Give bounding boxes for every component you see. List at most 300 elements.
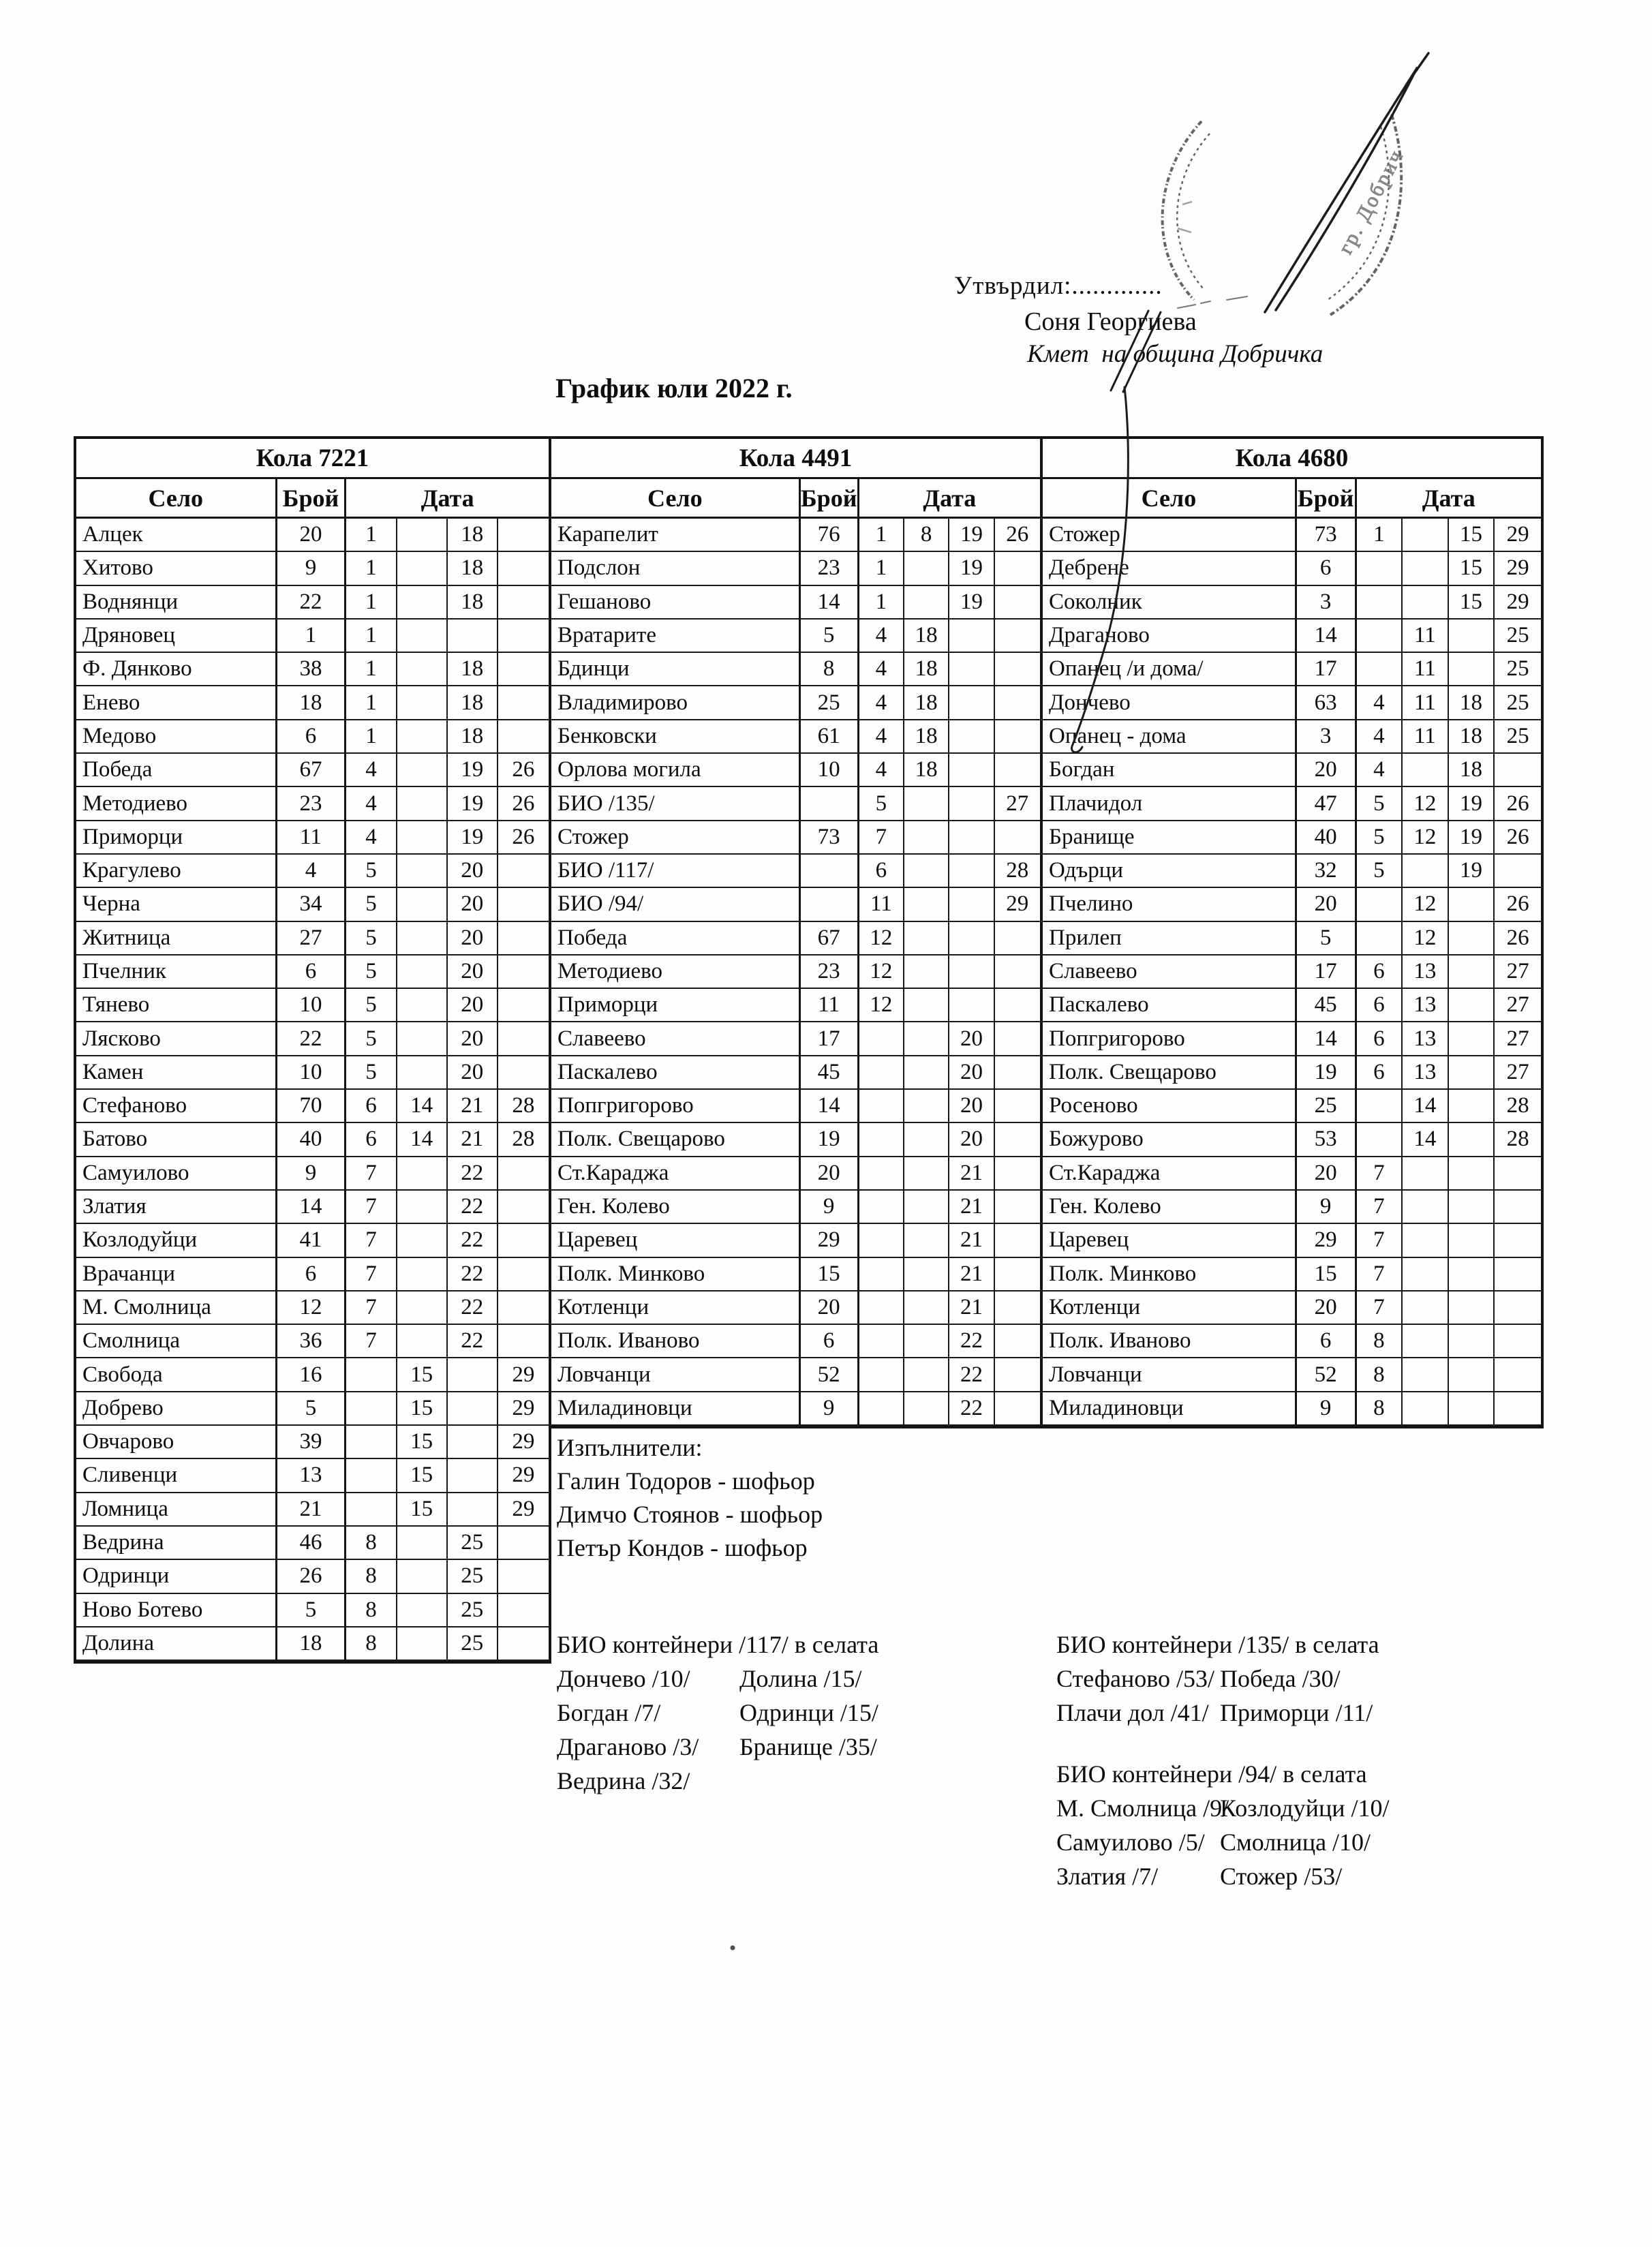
date-value (1403, 1191, 1449, 1223)
bio-item: Богдан /7/ (557, 1699, 661, 1726)
date-value: 20 (949, 1123, 994, 1155)
date-value: 18 (448, 686, 498, 718)
document-title: График юли 2022 г. (555, 373, 793, 403)
date-value: 22 (949, 1325, 994, 1357)
village-name: Миладиновци (551, 1392, 801, 1424)
col-header-broy: Брой (801, 479, 859, 517)
date-value: 15 (1449, 552, 1495, 584)
count-value: 6 (277, 720, 347, 752)
date-value (448, 1459, 498, 1491)
table-row (551, 686, 1040, 720)
bio-row (1056, 1859, 1389, 1893)
count-value: 20 (801, 1291, 859, 1324)
date-value: 28 (1506, 1093, 1529, 1118)
col-header-selo: Село (1043, 479, 1297, 517)
date-value: 19 (949, 519, 994, 551)
village-name: Сливенци (76, 1459, 277, 1491)
bio-row (557, 1730, 878, 1764)
date-value: 5 (1357, 855, 1403, 887)
bio-item: Козлодуйци /10/ (1220, 1794, 1390, 1822)
count-value: 67 (801, 922, 859, 954)
count-value: 45 (1297, 989, 1357, 1021)
date-value: 19 (949, 586, 994, 618)
date-value (498, 1325, 549, 1357)
date-value (448, 620, 498, 652)
date-value (949, 821, 994, 853)
date-value: 22 (949, 1358, 994, 1390)
village-name: Подслон (551, 552, 801, 584)
table-row (1043, 989, 1541, 1022)
date-value (904, 1325, 949, 1357)
date-value (859, 1191, 904, 1223)
date-value (346, 1493, 397, 1525)
count-value: 20 (277, 519, 347, 551)
village-name: Ст.Караджа (551, 1157, 801, 1189)
count-value: 67 (277, 754, 347, 786)
date-value (904, 821, 949, 853)
table-row (1043, 1325, 1541, 1358)
date-value: 12 (859, 989, 904, 1021)
village-name: Смолница (76, 1325, 277, 1357)
date-value: 1 (859, 552, 904, 584)
date-value (498, 586, 549, 618)
count-value: 20 (1297, 1291, 1357, 1324)
date-value: 7 (346, 1224, 397, 1256)
date-value (995, 989, 1040, 1021)
approver-name: Соня Георгиева (1024, 307, 1197, 336)
date-value (1449, 620, 1495, 652)
table-row (76, 686, 549, 720)
date-value (904, 1358, 949, 1390)
village-name: Алцек (76, 519, 277, 551)
table-row (551, 620, 1040, 653)
date-value (904, 1022, 949, 1054)
table-row (76, 989, 549, 1022)
count-value: 41 (277, 1224, 347, 1256)
table-row (76, 1191, 549, 1224)
table-row (1043, 586, 1541, 620)
date-value: 8 (346, 1627, 397, 1660)
date-value: 7 (1357, 1224, 1403, 1256)
village-name: Попгригорово (551, 1090, 801, 1122)
date-value: 29 (512, 1429, 535, 1454)
table-row (1043, 519, 1541, 552)
date-value: 1 (346, 653, 397, 685)
date-value: 25 (1506, 690, 1529, 715)
date-value: 21 (949, 1157, 994, 1189)
date-value (1403, 519, 1449, 551)
date-value: 6 (1357, 989, 1403, 1021)
table-row (551, 1123, 1040, 1157)
bio-item: Долина /15/ (739, 1665, 862, 1692)
car-title: Кола 7221 (76, 439, 549, 479)
date-value (397, 720, 448, 752)
table-row (551, 1056, 1040, 1090)
count-value: 11 (277, 821, 347, 853)
date-value: 4 (859, 720, 904, 752)
car-title: Кола 4491 (551, 439, 1040, 479)
bio-row (1056, 1825, 1389, 1859)
date-value: 29 (512, 1463, 535, 1488)
count-value: 25 (801, 686, 859, 718)
date-value: 8 (346, 1527, 397, 1559)
date-value: 29 (1506, 522, 1529, 547)
date-value (1449, 1022, 1495, 1054)
date-value: 11 (1403, 720, 1449, 752)
date-value (397, 1224, 448, 1256)
date-value: 29 (512, 1395, 535, 1420)
date-value: 6 (859, 855, 904, 887)
date-value (1357, 1123, 1403, 1155)
count-value: 20 (1297, 1157, 1357, 1189)
date-value (397, 821, 448, 853)
table-row (76, 653, 549, 686)
table-row (551, 821, 1040, 855)
village-name: Славеево (551, 1022, 801, 1054)
count-value: 10 (801, 754, 859, 786)
date-value (498, 620, 549, 652)
count-value: 20 (1297, 888, 1357, 920)
village-name: Полк. Иваново (1043, 1325, 1297, 1357)
table-row (551, 1325, 1040, 1358)
date-value (995, 1224, 1040, 1256)
date-value: 1 (1357, 519, 1403, 551)
count-value: 9 (801, 1191, 859, 1223)
bio-containers-135-section (1056, 1627, 1379, 1730)
date-value (1449, 1291, 1495, 1324)
date-value (1449, 888, 1495, 920)
date-value (397, 1157, 448, 1189)
count-value: 6 (277, 956, 347, 988)
date-value: 1 (346, 552, 397, 584)
car-table (1043, 436, 1544, 1428)
table-row (551, 586, 1040, 620)
date-value (1449, 1157, 1495, 1189)
date-value: 21 (448, 1090, 498, 1122)
village-name: Тянево (76, 989, 277, 1021)
village-name: Котленци (551, 1291, 801, 1324)
table-row (551, 653, 1040, 686)
date-value: 22 (448, 1224, 498, 1256)
village-name: Карапелит (551, 519, 801, 551)
count-value: 5 (277, 1594, 347, 1626)
village-name: Приморци (76, 821, 277, 853)
date-value (1449, 1191, 1495, 1223)
date-value (498, 519, 549, 551)
village-name: Царевец (1043, 1224, 1297, 1256)
date-value (995, 1325, 1040, 1357)
village-name: БИО /94/ (551, 888, 801, 920)
date-value: 22 (949, 1392, 994, 1424)
table-row (1043, 1258, 1541, 1291)
village-name: Бенковски (551, 720, 801, 752)
date-value (498, 1627, 549, 1660)
date-value (904, 552, 949, 584)
village-name: Пчелник (76, 956, 277, 988)
date-value (859, 1291, 904, 1324)
date-value: 14 (397, 1123, 448, 1155)
date-value: 7 (346, 1258, 397, 1290)
bio-item: Приморци /11/ (1220, 1699, 1373, 1726)
table-row (76, 1325, 549, 1358)
date-value: 22 (448, 1157, 498, 1189)
village-name: Дряновец (76, 620, 277, 652)
date-value: 5 (346, 855, 397, 887)
column-header-row (1043, 479, 1541, 519)
date-value (1449, 1325, 1495, 1357)
count-value: 63 (1297, 686, 1357, 718)
date-value: 21 (949, 1258, 994, 1290)
date-value: 27 (1506, 1059, 1529, 1084)
date-value (498, 989, 549, 1021)
bio-item: Дончево /10/ (557, 1665, 690, 1692)
date-value (397, 855, 448, 887)
bio-item: Плачи дол /41/ (1056, 1699, 1209, 1726)
table-row (1043, 1224, 1541, 1257)
date-value: 12 (859, 956, 904, 988)
date-value: 8 (1357, 1392, 1403, 1424)
date-value: 18 (904, 686, 949, 718)
date-value (1403, 1258, 1449, 1290)
count-value: 70 (277, 1090, 347, 1122)
table-row (76, 1157, 549, 1191)
table-row (76, 1594, 549, 1627)
date-value (498, 956, 549, 988)
count-value: 16 (277, 1358, 347, 1390)
date-value (949, 956, 994, 988)
date-value (1403, 754, 1449, 786)
bio-row (1056, 1791, 1389, 1825)
count-value: 19 (1297, 1056, 1357, 1088)
date-value (1403, 1325, 1449, 1357)
date-value (1495, 754, 1541, 786)
date-value: 29 (512, 1362, 535, 1387)
date-value: 22 (448, 1191, 498, 1223)
village-name: Ген. Колево (551, 1191, 801, 1223)
village-name: Методиево (551, 956, 801, 988)
count-value: 14 (1297, 620, 1357, 652)
bio-section-heading: БИО контейнери /135/ в селата (1056, 1631, 1379, 1658)
date-value: 15 (397, 1459, 448, 1491)
date-value: 7 (1357, 1191, 1403, 1223)
count-value: 9 (277, 1157, 347, 1189)
village-name: Ломница (76, 1493, 277, 1525)
date-value (859, 1056, 904, 1088)
date-value (1495, 1191, 1541, 1223)
date-value (949, 620, 994, 652)
date-value: 25 (1506, 723, 1529, 748)
count-value: 9 (1297, 1392, 1357, 1424)
date-value (1403, 1224, 1449, 1256)
date-value (949, 754, 994, 786)
table-row (551, 1022, 1040, 1056)
date-value (1357, 653, 1403, 685)
date-value (397, 754, 448, 786)
table-row (551, 1258, 1040, 1291)
date-value: 20 (448, 989, 498, 1021)
date-value (397, 1325, 448, 1357)
date-value: 20 (448, 1022, 498, 1054)
count-value: 10 (277, 989, 347, 1021)
count-value: 46 (277, 1527, 347, 1559)
date-value: 7 (859, 821, 904, 853)
date-value: 21 (949, 1224, 994, 1256)
table-row (551, 922, 1040, 956)
date-value (859, 1123, 904, 1155)
count-value: 22 (277, 1022, 347, 1054)
count-value: 23 (277, 787, 347, 819)
date-value (397, 1056, 448, 1088)
date-value: 14 (1403, 1090, 1449, 1122)
count-value: 17 (1297, 653, 1357, 685)
date-value (904, 922, 949, 954)
count-value: 61 (801, 720, 859, 752)
date-value (397, 787, 448, 819)
date-value: 14 (397, 1090, 448, 1122)
count-value: 76 (801, 519, 859, 551)
date-value: 18 (904, 720, 949, 752)
date-value (995, 1392, 1040, 1424)
date-value: 25 (448, 1527, 498, 1559)
col-header-data: Дата (420, 484, 474, 512)
date-value: 26 (1506, 824, 1529, 849)
date-value: 15 (397, 1392, 448, 1424)
table-row (1043, 1291, 1541, 1325)
table-row (1043, 1022, 1541, 1056)
date-value: 12 (1403, 787, 1449, 819)
table-row (551, 1157, 1040, 1191)
date-value (1449, 1090, 1495, 1122)
date-value: 11 (859, 888, 904, 920)
village-name: Полк. Свещарово (1043, 1056, 1297, 1088)
date-value: 26 (512, 757, 535, 782)
date-value (1403, 552, 1449, 584)
date-value: 15 (1449, 586, 1495, 618)
date-value (397, 586, 448, 618)
date-value (498, 1224, 549, 1256)
date-value (346, 1392, 397, 1424)
date-value: 20 (448, 922, 498, 954)
date-value: 29 (512, 1496, 535, 1521)
date-value (1495, 1258, 1541, 1290)
date-value (995, 586, 1040, 618)
date-value: 6 (346, 1090, 397, 1122)
bio-row (1056, 1662, 1379, 1696)
date-value: 27 (1506, 992, 1529, 1018)
count-value: 73 (1297, 519, 1357, 551)
date-value (995, 720, 1040, 752)
village-name: Златия (76, 1191, 277, 1223)
date-value: 7 (346, 1191, 397, 1223)
count-value: 15 (1297, 1258, 1357, 1290)
date-value (995, 1157, 1040, 1189)
date-value: 22 (448, 1291, 498, 1324)
count-value: 5 (277, 1392, 347, 1424)
count-value: 5 (801, 620, 859, 652)
date-value (498, 1258, 549, 1290)
table-row (76, 1560, 549, 1593)
table-row (1043, 956, 1541, 989)
count-value: 18 (277, 1627, 347, 1660)
date-value (1449, 1392, 1495, 1424)
date-value (995, 1123, 1040, 1155)
date-value (498, 1022, 549, 1054)
table-row (76, 720, 549, 754)
village-name: Котленци (1043, 1291, 1297, 1324)
bio-section-heading: БИО контейнери /94/ в селата (1056, 1760, 1367, 1788)
date-value (904, 1123, 949, 1155)
count-value: 26 (277, 1560, 347, 1592)
table-row (551, 552, 1040, 585)
date-value: 4 (859, 620, 904, 652)
count-value: 8 (801, 653, 859, 685)
date-value: 4 (859, 686, 904, 718)
date-value (1449, 1123, 1495, 1155)
village-name: Божурово (1043, 1123, 1297, 1155)
date-value (346, 1358, 397, 1390)
executors-heading: Изпълнители: (557, 1434, 703, 1461)
date-value: 18 (904, 653, 949, 685)
village-name: Победа (551, 922, 801, 954)
village-name: Ф. Дянково (76, 653, 277, 685)
date-value (1449, 1056, 1495, 1088)
village-name: Ловчанци (551, 1358, 801, 1390)
date-value: 5 (346, 922, 397, 954)
village-name: Енево (76, 686, 277, 718)
approved-by-label: Утвърдил:............. (954, 272, 1163, 300)
date-value: 20 (448, 855, 498, 887)
date-value (1449, 922, 1495, 954)
village-name: Полк. Минково (551, 1258, 801, 1290)
table-row (1043, 1191, 1541, 1224)
table-row (551, 1392, 1040, 1426)
table-row (76, 1090, 549, 1123)
date-value: 28 (512, 1127, 535, 1152)
count-value: 6 (277, 1258, 347, 1290)
bio-row (557, 1662, 878, 1696)
date-value: 19 (448, 787, 498, 819)
table-row (1043, 821, 1541, 855)
date-value: 18 (448, 653, 498, 685)
date-value (904, 787, 949, 819)
village-name: Черна (76, 888, 277, 920)
village-name: Одринци (76, 1560, 277, 1592)
date-value: 1 (346, 586, 397, 618)
date-value (498, 1560, 549, 1592)
village-name: Врачанци (76, 1258, 277, 1290)
table-row (1043, 686, 1541, 720)
date-value (498, 1527, 549, 1559)
date-value (995, 1258, 1040, 1290)
date-value (859, 1258, 904, 1290)
village-name: Победа (76, 754, 277, 786)
date-value (397, 989, 448, 1021)
date-value: 7 (346, 1291, 397, 1324)
village-name: Славеево (1043, 956, 1297, 988)
table-row (1043, 1090, 1541, 1123)
round-stamp-left-icon (1163, 121, 1210, 300)
table-row (76, 1056, 549, 1090)
count-value: 34 (277, 888, 347, 920)
count-value: 9 (1297, 1191, 1357, 1223)
table-row (76, 787, 549, 821)
table-row (1043, 787, 1541, 821)
date-value (949, 888, 994, 920)
date-value: 22 (448, 1258, 498, 1290)
count-value: 9 (277, 552, 347, 584)
date-value: 5 (1357, 787, 1403, 819)
date-value: 19 (448, 754, 498, 786)
